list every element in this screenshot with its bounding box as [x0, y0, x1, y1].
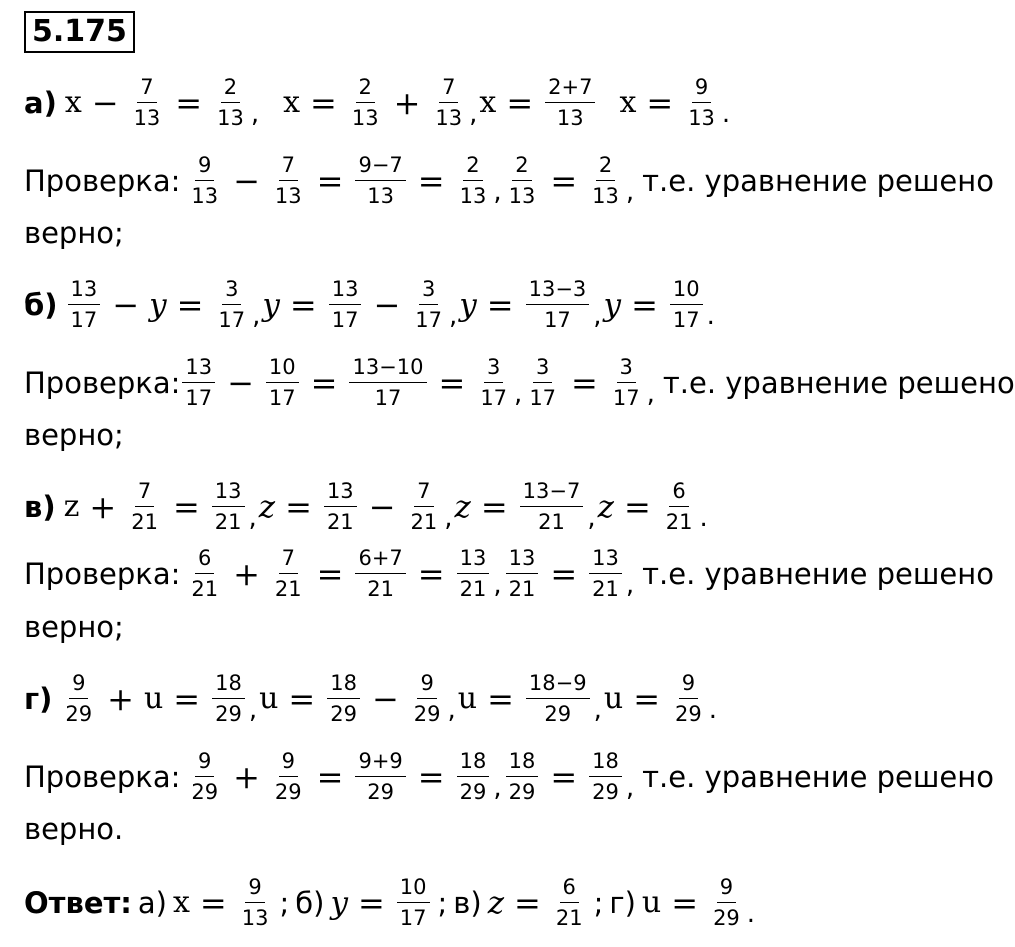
part-a-check: Проверка: $\frac{9}{13}$ − $\frac{7}{13}$ = $\frac{9-7}{13}$ = $\frac{2}{13}$ , $\frac{2}{13}$ = $\frac{2}{13}$ , т.е. уравнение решено	[24, 153, 994, 208]
part-g-label: г)	[24, 681, 53, 716]
part-g-solution: г) $\frac{9}{29}$ + u = $\frac{18}{29}$ , u = $\frac{18}{29}$ − $\frac{9}{29}$ , u = $\frac{18-9}{29}$ , u = $\frac{9}{29}$ .	[24, 671, 718, 726]
var-z: z	[454, 488, 471, 525]
fraction: $\frac{10}{17}$	[397, 874, 430, 931]
conclusion-cont: верно;	[24, 418, 124, 452]
fraction: $\frac{9}{29}$	[65, 671, 93, 726]
fraction: $\frac{13}{17}$	[182, 354, 215, 411]
fraction: $\frac{18}{29}$	[589, 748, 622, 805]
fraction: $\frac{10}{17}$	[266, 354, 299, 411]
fraction: $\frac{9}{29}$	[713, 875, 740, 930]
fraction: $\frac{3}{17}$	[415, 277, 442, 332]
conclusion-text: т.е. уравнение решено	[642, 556, 994, 591]
conclusion-cont: верно;	[24, 610, 124, 644]
answer-part-v: в)	[453, 885, 482, 920]
fraction: $\frac{7}{13}$	[435, 75, 463, 130]
var-x: x	[619, 85, 637, 120]
fraction: $\frac{13}{17}$	[329, 276, 362, 333]
conclusion-cont: верно;	[24, 216, 124, 250]
fraction: $\frac{13-3}{17}$	[526, 276, 590, 333]
answer-part-b: б)	[295, 885, 325, 920]
fraction: $\frac{2+7}{13}$	[545, 74, 595, 131]
part-a-label: а)	[24, 85, 57, 120]
fraction: $\frac{2}{13}$	[508, 153, 536, 208]
fraction: $\frac{6}{21}$	[555, 875, 583, 930]
check-label: Проверка:	[24, 556, 181, 591]
check-label: Проверка:	[24, 365, 181, 400]
part-a-solution: а) x − $\frac{7}{13}$ = $\frac{2}{13}$ , x = $\frac{2}{13}$ + $\frac{7}{13}$ , x = $\frac{2+7}{13}$ x = $\frac{9}{13}$ .	[24, 75, 731, 130]
fraction: $\frac{13}{21}$	[506, 545, 539, 602]
fraction: $\frac{18}{29}$	[457, 748, 490, 805]
fraction: $\frac{13}{21}$	[212, 478, 245, 535]
fraction: $\frac{9}{13}$	[241, 875, 269, 930]
fraction: $\frac{6}{21}$	[665, 479, 693, 534]
fraction: $\frac{18-9}{29}$	[526, 670, 590, 727]
var-u: u	[457, 681, 478, 716]
fraction: $\frac{9}{13}$	[191, 153, 219, 208]
fraction: $\frac{7}{13}$	[133, 75, 161, 130]
answer-part-a: а)	[137, 885, 167, 920]
fraction: $\frac{7}{21}$	[410, 479, 438, 534]
var-z: z	[258, 488, 276, 525]
problem-number: 5.175	[24, 11, 135, 53]
var-z: z	[487, 884, 505, 921]
var-u: u	[603, 681, 624, 716]
fraction: $\frac{2}{13}$	[459, 153, 487, 208]
part-b-label: б)	[24, 287, 58, 322]
fraction: $\frac{9}{29}$	[191, 749, 219, 804]
answer-line: Ответ: а) x = $\frac{9}{13}$ ; б) y = $\frac{10}{17}$ ; в) z = $\frac{6}{21}$ ; г) u = $\frac{9}{29}$ .	[24, 875, 756, 930]
var-x: x	[479, 85, 497, 120]
fraction: $\frac{13-10}{17}$	[349, 354, 426, 411]
fraction: $\frac{3}{17}$	[218, 277, 246, 332]
var-y: y	[459, 286, 477, 323]
fraction: $\frac{2}{13}$	[217, 75, 244, 130]
fraction: $\frac{18}{29}$	[327, 670, 360, 727]
fraction: $\frac{6}{21}$	[191, 546, 219, 601]
fraction: $\frac{18}{29}$	[506, 748, 539, 805]
fraction: $\frac{3}{17}$	[529, 355, 557, 410]
var-x: x	[64, 85, 82, 120]
fraction: $\frac{7}{21}$	[131, 479, 158, 534]
fraction: $\frac{3}{17}$	[612, 355, 640, 410]
fraction: $\frac{2}{13}$	[351, 75, 379, 130]
var-y: y	[262, 286, 280, 323]
fraction: $\frac{10}{17}$	[670, 276, 703, 333]
fraction: $\frac{13-7}{21}$	[520, 478, 584, 535]
fraction: $\frac{13}{17}$	[68, 276, 101, 333]
fraction: $\frac{3}{17}$	[480, 355, 508, 410]
fraction: $\frac{7}{21}$	[274, 546, 302, 601]
check-label: Проверка:	[24, 759, 181, 794]
fraction: $\frac{18}{29}$	[212, 670, 245, 727]
fraction: $\frac{9}{29}$	[675, 671, 702, 726]
fraction: $\frac{7}{13}$	[274, 153, 302, 208]
var-u: u	[259, 681, 279, 716]
part-g-check: Проверка: $\frac{9}{29}$ + $\frac{9}{29}$ = $\frac{9+9}{29}$ = $\frac{18}{29}$ , $\frac{18}{29}$ = $\frac{18}{29}$ , т.е. уравнение решено	[24, 749, 994, 804]
check-label: Проверка:	[24, 163, 181, 198]
var-u: u	[143, 681, 164, 716]
fraction: $\frac{9-7}{13}$	[355, 152, 405, 209]
answer-label: Ответ:	[24, 885, 132, 920]
fraction: $\frac{13}{21}$	[589, 545, 622, 602]
part-v-label: в)	[24, 489, 56, 524]
var-y: y	[603, 286, 622, 323]
fraction: $\frac{13}{21}$	[457, 545, 490, 602]
fraction: $\frac{13}{21}$	[324, 478, 357, 535]
var-x: x	[283, 85, 301, 120]
var-u: u	[641, 885, 662, 920]
var-y: y	[149, 286, 167, 323]
answer-part-g: г)	[609, 885, 636, 920]
fraction: $\frac{9}{29}$	[274, 749, 302, 804]
part-v-solution: в) z + $\frac{7}{21}$ = $\frac{13}{21}$ , z = $\frac{13}{21}$ − $\frac{7}{21}$ , z = $\frac{13-7}{21}$ , z = $\frac{6}{21}$ .	[24, 479, 708, 534]
var-z: z	[597, 488, 614, 525]
part-b-solution: б) $\frac{13}{17}$ − y = $\frac{3}{17}$ , y = $\frac{13}{17}$ − $\frac{3}{17}$ , y = $\frac{13-3}{17}$ , y = $\frac{10}{17}$ .	[24, 277, 715, 332]
conclusion-text: т.е. уравнение решено	[642, 163, 994, 198]
fraction: $\frac{2}{13}$	[592, 153, 619, 208]
conclusion-text: т.е. уравнение решено	[662, 365, 1015, 400]
fraction: $\frac{6+7}{21}$	[355, 545, 405, 602]
part-b-check: Проверка: $\frac{13}{17}$ − $\frac{10}{17}$ = $\frac{13-10}{17}$ = $\frac{3}{17}$ , $\frac{3}{17}$ = $\frac{3}{17}$ , т.е. уравнение решено	[24, 355, 1015, 410]
fraction: $\frac{9}{13}$	[688, 75, 715, 130]
conclusion-cont: верно.	[24, 812, 124, 846]
fraction: $\frac{9+9}{29}$	[355, 748, 405, 805]
part-v-check: Проверка: $\frac{6}{21}$ + $\frac{7}{21}$ = $\frac{6+7}{21}$ = $\frac{13}{21}$ , $\frac{13}{21}$ = $\frac{13}{21}$ , т.е. уравнение решено	[24, 546, 994, 601]
fraction: $\frac{9}{29}$	[413, 671, 441, 726]
conclusion-text: т.е. уравнение решено	[642, 759, 994, 794]
var-z: z	[63, 489, 80, 524]
var-y: y	[330, 884, 348, 921]
var-x: x	[172, 885, 190, 920]
